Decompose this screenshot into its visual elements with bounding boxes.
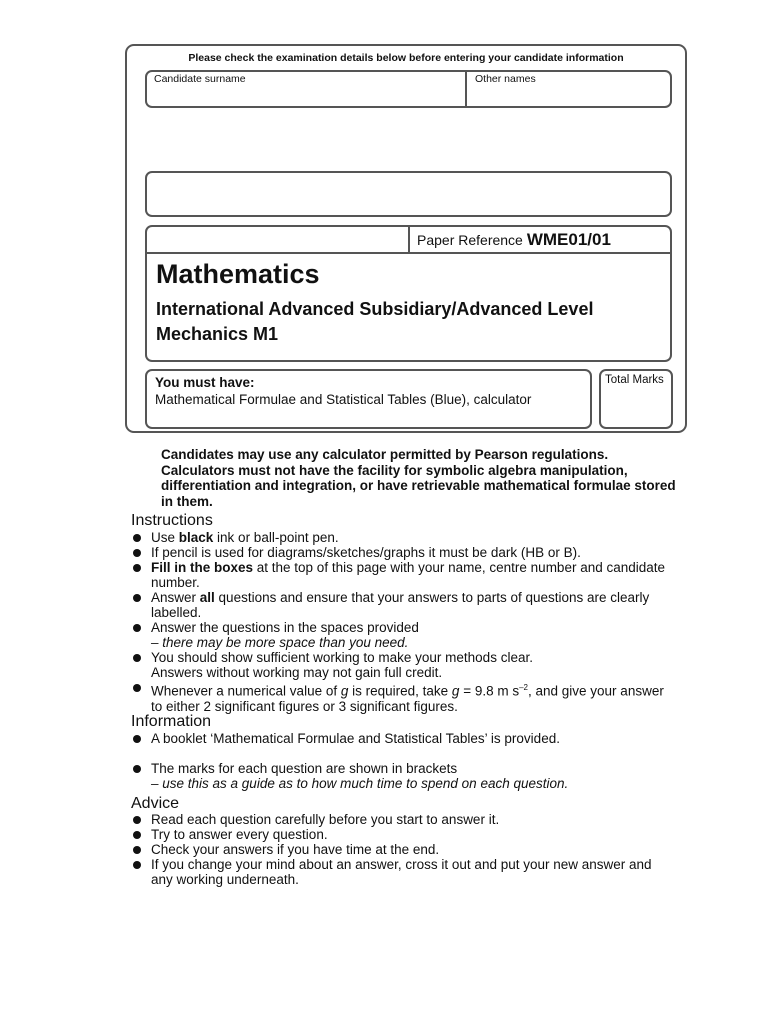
list-item: Check your answers if you have time at the end. xyxy=(131,842,676,857)
centre-candidate-number-box xyxy=(145,171,672,217)
total-marks-box xyxy=(599,369,673,429)
list-item: Answer the questions in the spaces provided – there may be more space than you need. xyxy=(131,620,676,650)
list-item: A booklet ‘Mathematical Formulae and Statistical Tables’ is provided. xyxy=(131,731,676,746)
list-item: Whenever a numerical value of g is required, take g = 9.8 m $s^{-2}$, and give your answer to either 2 significant figures or 3 significant figures. xyxy=(131,680,676,714)
must-have-box xyxy=(145,369,592,429)
level-line-2: Mechanics M1 xyxy=(156,324,279,344)
header-note: Please check the examination details below before entering your candidate information xyxy=(188,52,624,64)
subject-title: Mathematics xyxy=(156,259,320,289)
paper-details-box xyxy=(145,225,672,362)
level-line-1: International Advanced Subsidiary/Advanced Level xyxy=(156,299,594,319)
list-item: If you change your mind about an answer, cross it out and put your new answer and any working underneath. xyxy=(131,857,676,887)
paper-reference-label: Paper Reference xyxy=(417,232,523,248)
paper-reference xyxy=(417,230,611,250)
must-have-heading: You must have: xyxy=(155,375,255,390)
paper-reference-code: WME01/01 xyxy=(526,230,611,249)
list-item: Read each question carefully before you start to answer it. xyxy=(131,812,676,827)
list-item: Use black ink or ball-point pen. xyxy=(131,530,676,545)
candidate-info-frame xyxy=(125,44,687,433)
name-box-divider xyxy=(465,72,467,106)
candidate-name-box xyxy=(145,70,672,108)
calculator-note: Candidates may use any calculator permitted by Pearson regulations. Calculators must not have the facility for symbolic algebra manipulation, differentiation and integration, or have retrievable mathematical formulae stored in them. xyxy=(161,447,676,509)
total-marks-label: Total Marks xyxy=(605,374,664,386)
information-heading: Information xyxy=(131,713,212,730)
information-list xyxy=(131,731,676,791)
other-names-label: Other names xyxy=(475,73,536,85)
qualification-level xyxy=(156,297,593,347)
paper-ref-vertical-divider xyxy=(408,227,410,252)
list-item: Fill in the boxes at the top of this page with your name, centre number and candidate number. xyxy=(131,560,676,590)
candidate-surname-label: Candidate surname xyxy=(154,73,246,85)
instructions-heading: Instructions xyxy=(131,512,213,529)
instructions-list xyxy=(131,530,676,714)
must-have-text: Mathematical Formulae and Statistical Tables (Blue), calculator xyxy=(155,392,532,407)
list-item: The marks for each question are shown in brackets – use this as a guide as to how much time to spend on each question. xyxy=(131,761,676,791)
list-item: You should show sufficient working to make your methods clear. Answers without working may not gain full credit. xyxy=(131,650,676,680)
list-item: If pencil is used for diagrams/sketches/graphs it must be dark (HB or B). xyxy=(131,545,676,560)
advice-heading: Advice xyxy=(131,795,180,812)
paper-ref-divider xyxy=(147,252,670,254)
advice-list xyxy=(131,812,676,887)
list-item: Try to answer every question. xyxy=(131,827,676,842)
list-item: Answer all questions and ensure that your answers to parts of questions are clearly labelled. xyxy=(131,590,676,620)
